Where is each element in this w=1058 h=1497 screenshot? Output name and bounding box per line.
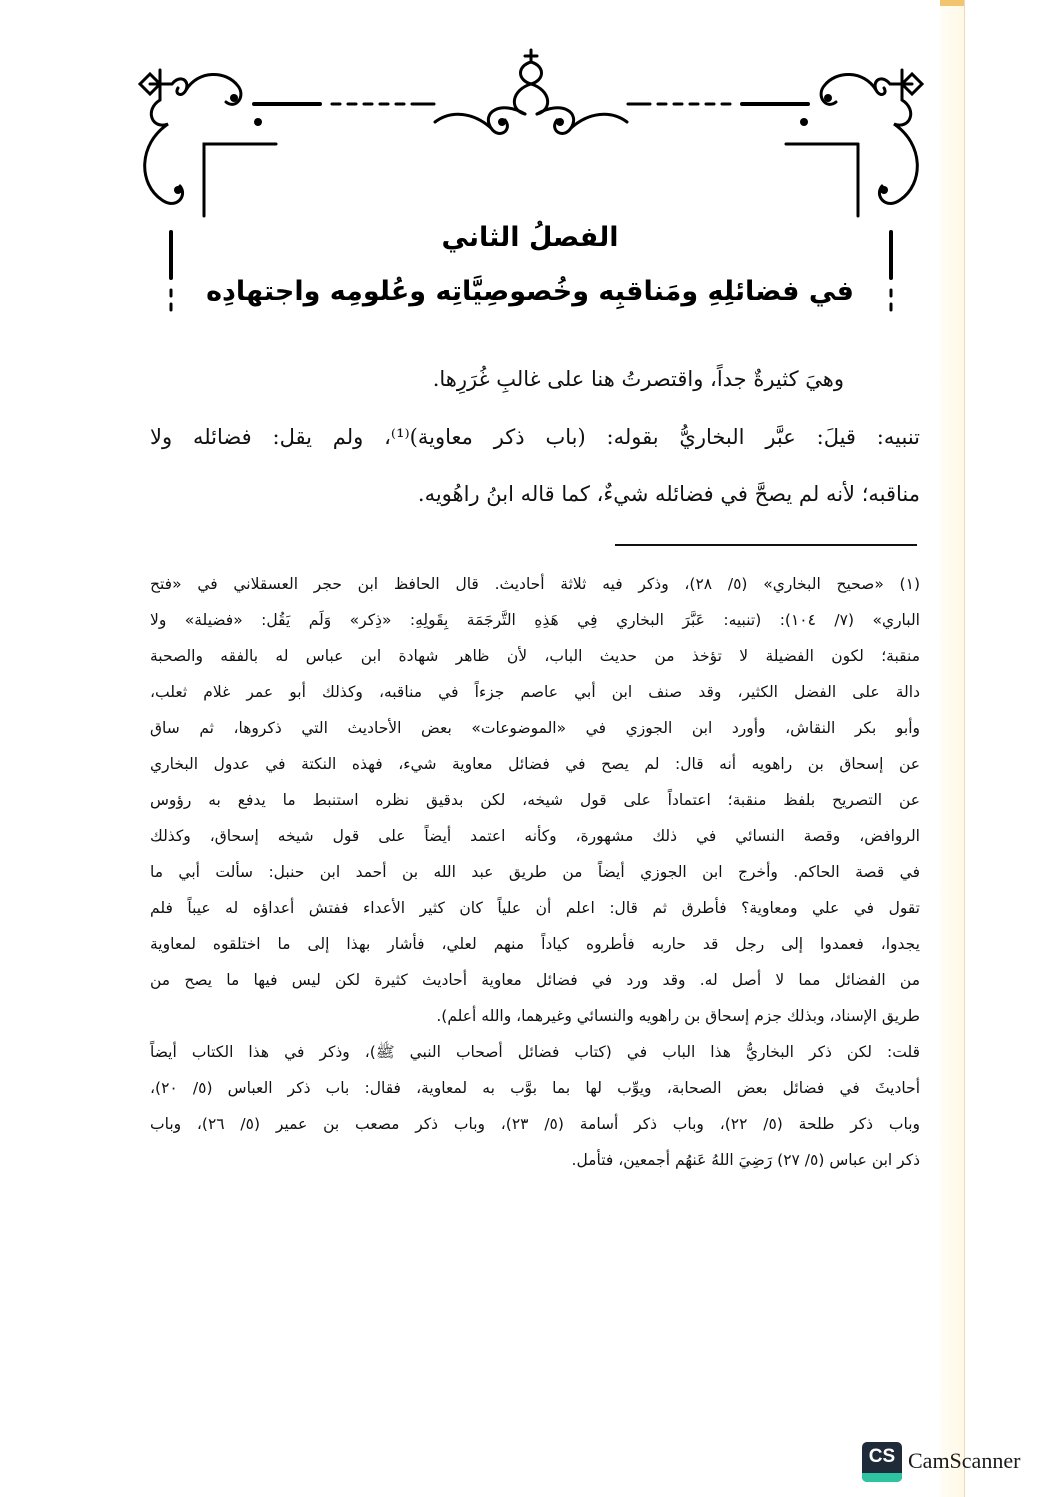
camscanner-logo-band (862, 1473, 902, 1482)
footnote-line: عن إسحاق بن راهويه أنه قال: لم يصح في فضائل معاوية شيء، فهذه النكتة في عدول البخاري (150, 755, 920, 773)
footnote-line: أحاديثَ في فضائل بعض الصحابة، ويوِّب لها بما بوَّب به لمعاوية، فقال: باب ذكر العباس (٥/ ٢٠)، (150, 1079, 920, 1097)
chapter-title: الفصلُ الثاني (441, 222, 619, 253)
footnote-line: قلت: لكن ذكر البخاريُّ هذا الباب في (كتاب فضائل أصحاب النبي ﷺ)، وذكر في هذا الكتاب أيضاً (150, 1043, 920, 1061)
body-paragraph-2-line-1: تنبيه: قيلَ: عبَّر البخاريُّ بقوله: (باب ذكر معاوية)⁽¹⁾، ولم يقل: فضائله ولا (150, 425, 920, 449)
footnote-line: وأبو بكر النقاش، وأورد ابن الجوزي في «الموضوعات» بعض الأحاديث التي ذكروها، ثم ساق (150, 719, 920, 737)
camscanner-watermark: CamScanner (908, 1448, 1021, 1473)
footnote-divider (615, 544, 917, 546)
chapter-subtitle: في فضائلِهِ ومَناقبِه وخُصوصِيَّاتِه وعُلومِه واجتهادِه (206, 276, 854, 307)
footnote-line: تقول في علي ومعاوية؟ فأطرق ثم قال: اعلم أن علياً كان كثير الأعداء ففتش أعداؤه له عيباً فلم (150, 899, 920, 917)
camscanner-logo-text: CS (868, 1446, 896, 1467)
footnote-line: في قصة الحاكم. وأخرج ابن الجوزي أيضاً من طريق عبد الله بن أحمد ابن حنبل: سألت أبي ما (150, 863, 920, 881)
footnote-line: وباب ذكر طلحة (٥/ ٢٢)، وباب ذكر أسامة (٥/ ٢٣)، وباب ذكر مصعب بن عمير (٥/ ٢٦)، وباب (150, 1115, 920, 1133)
footnote-line: يجدوا، فعمدوا إلى رجل قد حاربه فأطروه كياداً منهم لعلي، فأشار بهذا إلى ما اختلقوه لمعاوية (150, 935, 920, 953)
footnote-line: ذكر ابن عباس (٥/ ٢٧) رَضِيَ اللهُ عَنهُم أجمعين، فتأمل. (571, 1151, 920, 1169)
body-paragraph-2-line-2: مناقبه؛ لأنه لم يصحَّ في فضائله شيءٌ، كما قاله ابنُ راهُويه. (417, 482, 920, 506)
footnote-line: الروافض، وقصة النسائي في ذلك مشهورة، وكأنه اعتمد أيضاً على قول شيخه إسحاق، وكذلك (150, 827, 920, 845)
page-edge-highlight (940, 0, 964, 6)
footnote-line: من الفضائل مما لا أصل له. وقد ورد في فضائل معاوية أحاديث كثيرة لكن ليس فيها ما يصح من (150, 971, 920, 989)
footnote-line: عن التصريح بلفظ منقبة؛ اعتماداً على قول شيخه، لكن بدقيق نظره استنبط ما يدفع به رؤوس (150, 791, 920, 809)
footnote-line: (١) «صحيح البخاري» (٥/ ٢٨)، وذكر فيه ثلاثة أحاديث. قال الحافظ ابن حجر العسقلاني في «فتح (150, 575, 920, 593)
body-paragraph-1: وهيَ كثيرةٌ جداً، واقتصرتُ هنا على غالبِ غُرَرِها. (432, 367, 844, 391)
footnote-line: دالة على الفضل الكثير، وقد صنف ابن أبي عاصم جزءاً في مناقبه، وكذلك أبو عمر غلام ثعلب، (150, 683, 920, 701)
footnote-line: منقبة؛ لكون الفضيلة لا تؤخذ من حديث الباب، لأن ظاهر شهادة ابن عباس له بالفقه والصحبة (150, 647, 920, 665)
footnote-line: طريق الإسناد، وبذلك جزم إسحاق بن راهويه والنسائي وغيرهما، والله أعلم). (436, 1007, 920, 1025)
camscanner-logo-icon (862, 1442, 902, 1482)
footnote-line: الباري» (٧/ ١٠٤): (تنبيه: عَبَّرَ البخاري فِي هَذِهِ التَّرجَمَة بِقَولِهِ: «ذِكر» وَلَم يَقُل: «فضيلة» ولا (150, 611, 920, 629)
page-edge (940, 0, 965, 1497)
